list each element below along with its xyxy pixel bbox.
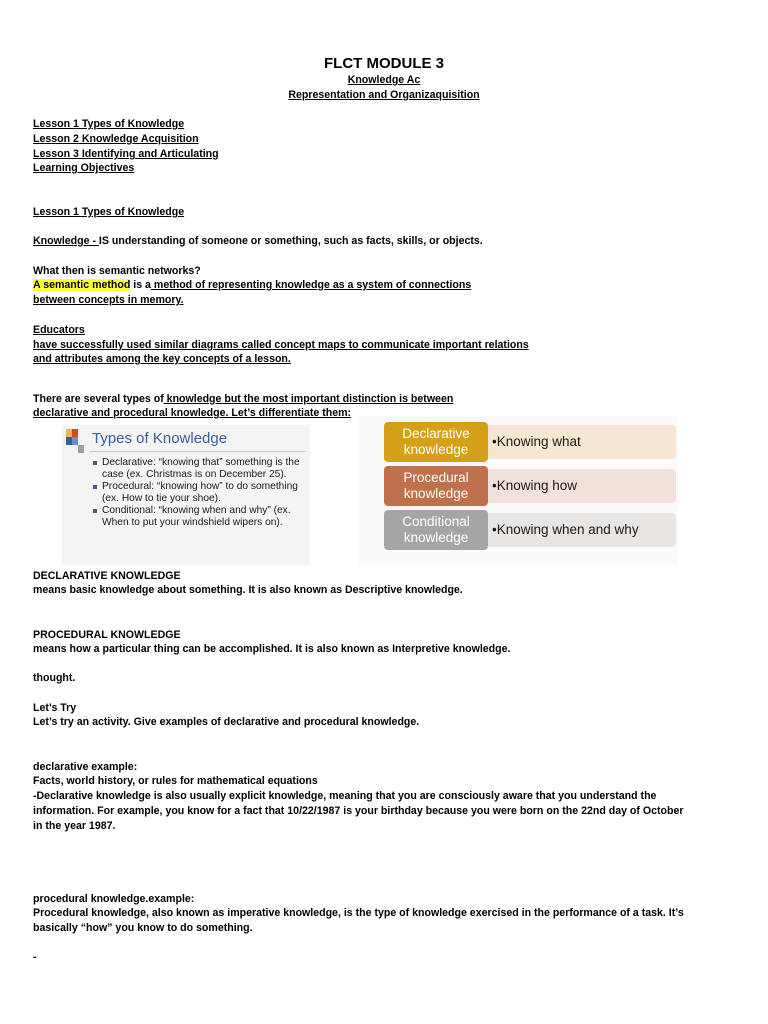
procedural-heading: PROCEDURAL KNOWLEDGE xyxy=(33,629,181,641)
slide-divider xyxy=(90,451,306,452)
declarative-text: means basic knowledge about something. It is also known as Descriptive knowledge. xyxy=(33,584,463,596)
types-intro-line-2: declarative and procedural knowledge. Let’s differentiate them: xyxy=(33,407,352,419)
procedural-text: means how a particular thing can be accomplished. It is also known as Interpretive knowledge. xyxy=(33,643,511,655)
document-title: FLCT MODULE 3 xyxy=(324,55,444,72)
diagram-bar-procedural: •Knowing how xyxy=(488,469,676,503)
educators-heading: Educators xyxy=(33,324,85,336)
knowledge-definition-text: IS understanding of someone or something, such as facts, skills, or objects. xyxy=(98,235,483,247)
semantic-rest: method of representing knowledge as a system of connections xyxy=(150,279,472,291)
declarative-example-line-2: -Declarative knowledge is also usually explicit knowledge, meaning that you are consciously aware that you understand the xyxy=(33,790,657,802)
lesson-1-item: Lesson 1 Types of Knowledge xyxy=(33,118,185,130)
semantic-definition-line-2: between concepts in memory. xyxy=(33,294,184,306)
declarative-example-heading: declarative example: xyxy=(33,761,138,773)
lesson-2-item: Lesson 2 Knowledge Acquisition xyxy=(33,133,199,145)
diagram-row-declarative xyxy=(384,422,676,462)
knowledge-types-diagram xyxy=(358,416,678,566)
types-of-knowledge-slide xyxy=(62,425,310,565)
semantic-definition xyxy=(33,279,471,292)
slide-decoration-icon xyxy=(66,429,84,457)
lets-try-heading: Let’s Try xyxy=(33,702,77,714)
lets-try-text: Let’s try an activity. Give examples of declarative and procedural knowledge. xyxy=(33,716,420,728)
document-subtitle-1: Knowledge Ac xyxy=(347,74,421,86)
semantic-question: What then is semantic networks? xyxy=(33,265,201,277)
procedural-example-heading: procedural knowledge.example: xyxy=(33,893,195,905)
semantic-highlight: A semantic method xyxy=(33,279,131,291)
types-intro-pre: There are several types of xyxy=(33,393,164,405)
lesson-3-item: Lesson 3 Identifying and Articulating xyxy=(33,148,219,160)
diagram-label-procedural: Procedural knowledge xyxy=(384,466,488,506)
slide-bullet-procedural: Procedural: “knowing how” to do something (ex. How to tie your shoe). xyxy=(92,481,306,505)
diagram-label-declarative: Declarative knowledge xyxy=(384,422,488,462)
slide-bullet-declarative: Declarative: “knowing that” something is the case (ex. Christmas is on December 25). xyxy=(92,457,306,481)
diagram-row-conditional xyxy=(384,510,676,550)
document-subtitle-2: Representation and Organizaquisition xyxy=(288,89,480,101)
section-heading: Lesson 1 Types of Knowledge xyxy=(33,206,185,218)
diagram-bar-declarative: •Knowing what xyxy=(488,425,676,459)
diagram-label-conditional: Conditional knowledge xyxy=(384,510,488,550)
educators-line-1: have successfully used similar diagrams called concept maps to communicate important relations xyxy=(33,339,529,351)
declarative-example-line-1: Facts, world history, or rules for mathematical equations xyxy=(33,775,318,787)
slide-bullet-conditional: Conditional: “knowing when and why” (ex. When to put your windshield wipers on). xyxy=(92,505,306,529)
educators-line-2: and attributes among the key concepts of a lesson. xyxy=(33,353,291,365)
declarative-example-line-4: in the year 1987. xyxy=(33,820,116,832)
declarative-heading: DECLARATIVE KNOWLEDGE xyxy=(33,570,181,582)
knowledge-definition xyxy=(33,235,483,248)
declarative-example-line-3: information. For example, you know for a fact that 10/22/1987 is your birthday because you were born on the 22nd day of October xyxy=(33,805,684,817)
types-intro-line-1 xyxy=(33,393,453,406)
diagram-row-procedural xyxy=(384,466,676,506)
procedural-example-line-2: basically “how” you know to do something. xyxy=(33,922,253,934)
slide-bullet-list xyxy=(92,457,306,529)
learning-objectives-item: Learning Objectives xyxy=(33,162,135,174)
semantic-mid: is a xyxy=(130,279,151,291)
thought-text: thought. xyxy=(33,672,76,684)
types-intro-underlined: knowledge but the most important distinction is between xyxy=(163,393,454,405)
procedural-example-line-1: Procedural knowledge, also known as imperative knowledge, is the type of knowledge exercised in the performance of a task. It’s xyxy=(33,907,684,919)
trailing-dash: - xyxy=(33,951,37,963)
knowledge-term: Knowledge - xyxy=(33,235,99,247)
diagram-bar-conditional: •Knowing when and why xyxy=(488,513,676,547)
slide-title: Types of Knowledge xyxy=(92,430,228,447)
